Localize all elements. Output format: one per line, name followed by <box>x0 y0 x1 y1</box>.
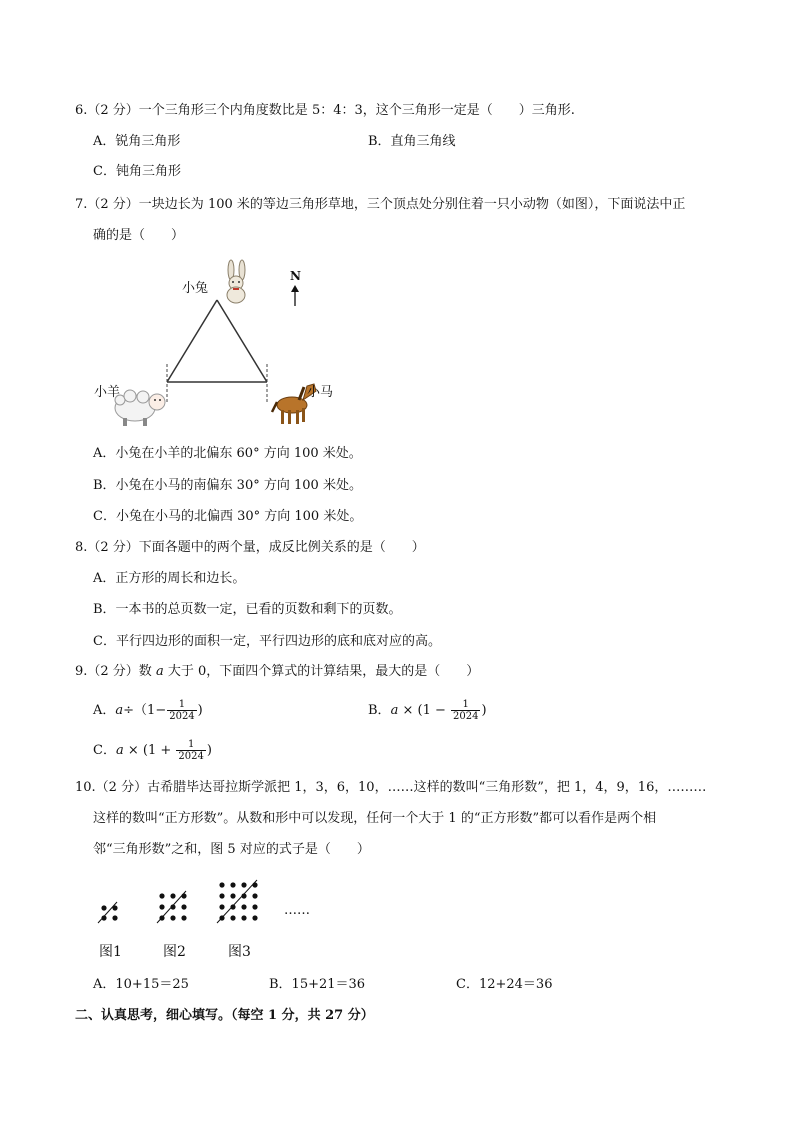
sheep-icon <box>115 390 165 426</box>
q9-option-a <box>93 698 203 724</box>
q9-option-c-var: a <box>115 743 124 758</box>
q9-option-b <box>368 698 487 724</box>
q10-option-b: B．15+21＝36 <box>269 977 366 992</box>
q10-dot-figures <box>90 872 330 962</box>
sheep-label: 小羊 <box>94 385 121 400</box>
q7-option-a: A．小兔在小羊的北偏东 60° 方向 100 米处。 <box>93 446 362 461</box>
fraction-denominator: 2024 <box>178 751 204 762</box>
dot-figure-2-label: 图2 <box>163 944 186 960</box>
dot-figure-3 <box>217 880 258 923</box>
q6-option-c: C．钝角三角形 <box>93 164 181 179</box>
q7-option-c: C．小兔在小马的北偏西 30° 方向 100 米处。 <box>93 509 363 524</box>
q10-stem-line1: 10.（2 分）古希腊毕达哥拉斯学派把 1，3，6，10，……这样的数叫“三角形数”，把 1，4，9，16，……… <box>75 780 707 795</box>
q9-option-a-label: A． <box>93 703 116 718</box>
q9-option-c-close: ) <box>206 743 212 758</box>
rabbit-label: 小兔 <box>182 281 209 296</box>
dot-figure-1-label: 图1 <box>99 944 122 960</box>
fraction-numerator: 1 <box>178 699 186 710</box>
section-2-heading: 二、认真思考，细心填写。（每空 1 分，共 27 分） <box>75 1008 374 1023</box>
q10-stem-line3: 邻“三角形数”之和，图 5 对应的式子是（ ） <box>93 842 370 857</box>
q9-option-a-expr: ÷（1− <box>123 703 167 718</box>
q9-option-c-fraction <box>176 739 205 762</box>
q9-stem-pre: 9.（2 分）数 <box>75 664 152 679</box>
q9-stem <box>75 664 479 680</box>
north-label: N <box>290 269 301 283</box>
q10-stem-line2: 这样的数叫“正方形数”。从数和形中可以发现，任何一个大于 1 的“正方形数”都可以看作是两个相 <box>93 811 657 826</box>
north-arrow-icon <box>291 285 299 306</box>
q9-option-b-close: ) <box>481 703 487 718</box>
q9-option-a-var: a <box>115 703 124 718</box>
q9-option-c <box>93 738 212 764</box>
q10-option-c: C．12+24＝36 <box>456 977 553 992</box>
triangle-left-side <box>167 300 217 382</box>
q9-option-b-fraction <box>451 699 480 722</box>
triangle-right-side <box>217 300 267 382</box>
q9-variable: a <box>155 664 164 679</box>
fraction-denominator: 2024 <box>453 711 479 722</box>
q7-figure <box>85 250 355 435</box>
rabbit-icon <box>227 260 245 303</box>
q9-option-b-expr: × (1 − <box>402 703 446 718</box>
q9-option-a-fraction <box>167 699 196 722</box>
horse-label: 小马 <box>307 385 334 400</box>
q9-option-a-close: ) <box>197 703 203 718</box>
q9-option-b-label: B． <box>368 703 391 718</box>
q9-option-c-label: C． <box>93 743 116 758</box>
q6-option-b: B．直角三角线 <box>368 134 456 149</box>
q6-stem: 6.（2 分）一个三角形三个内角度数比是 5：4：3，这个三角形一定是（ ）三角形. <box>75 103 575 118</box>
fraction-numerator: 1 <box>187 739 195 750</box>
q8-option-b: B．一本书的总页数一定，已看的页数和剩下的页数。 <box>93 602 402 617</box>
fraction-numerator: 1 <box>462 699 469 710</box>
q8-option-a: A．正方形的周长和边长。 <box>93 571 246 586</box>
q7-stem-line1: 7.（2 分）一块边长为 100 米的等边三角形草地，三个顶点处分别住着一只小动物（如图），下面说法中正 <box>75 197 686 212</box>
q8-option-c: C．平行四边形的面积一定，平行四边形的底和底对应的高。 <box>93 634 441 649</box>
dot-figure-3-label: 图3 <box>228 944 251 960</box>
q9-option-b-var: a <box>390 703 399 718</box>
q9-option-c-expr: × (1 + <box>127 743 172 758</box>
q6-option-a: A．锐角三角形 <box>93 134 181 149</box>
dot-figure-2 <box>157 891 187 923</box>
q7-option-b: B．小兔在小马的南偏东 30° 方向 100 米处。 <box>93 478 362 493</box>
dot-figures-ellipsis: …… <box>284 903 310 918</box>
q8-stem: 8.（2 分）下面各题中的两个量，成反比例关系的是（ ） <box>75 540 425 555</box>
q9-stem-post: 大于 0，下面四个算式的计算结果，最大的是（ ） <box>167 664 480 679</box>
dot-figure-1 <box>98 902 118 923</box>
q7-stem-line2: 确的是（ ） <box>93 228 185 243</box>
q10-option-a: A．10+15＝25 <box>93 977 189 992</box>
fraction-denominator: 2024 <box>169 711 195 722</box>
